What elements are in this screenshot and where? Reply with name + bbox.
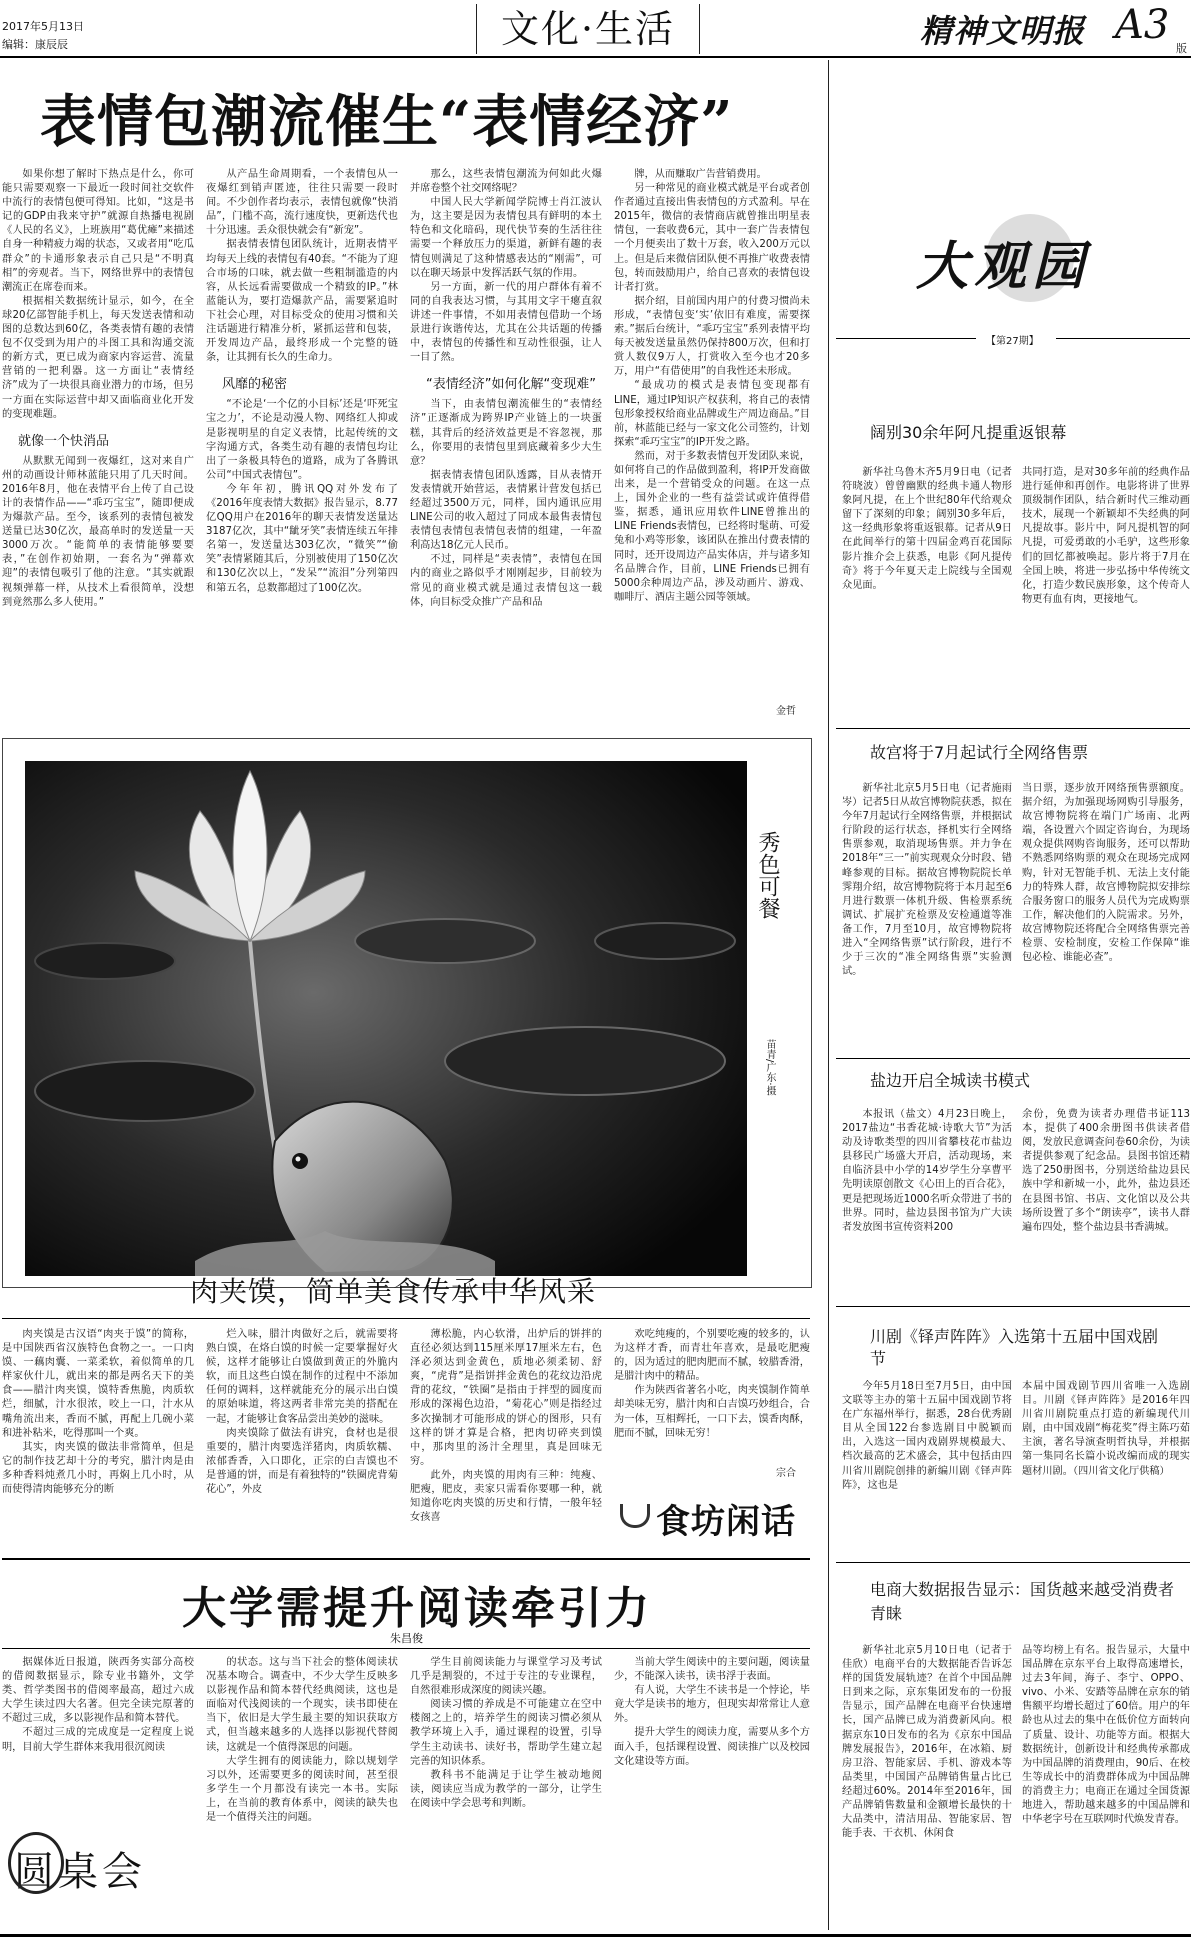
- photo-caption: 秀色可餐: [755, 831, 780, 919]
- roujiamo-paragraph: 肉夹馍除了做法有讲究，食材也是很重要的，腊汁肉要选洋猪肉，肉质软糯、浓郁香香，入口即化，正宗的白吉馍也不是普通的饼，而是有着独特的“铁圈虎背菊花心”，外皮: [206, 1427, 398, 1496]
- food-column-logo: [616, 1488, 806, 1544]
- sidebar-headline: 盐边开启全城读书模式: [870, 1071, 1031, 1090]
- sidebar-paragraph: 品等均榜上有名。报告显示，大量中国品牌在京东平台上取得高速增长，过去3年间，海子、李宁、OPPO、vivo、小米、安踏等品牌在京东的销售额平均增长超过了60倍。用户的年龄也从过去的集中在低价位方面转向了质量、设计、功能等方面。根据大数据统计，创新设计和经典传承都成为中国品牌的消费理由，90后、在校生等成长中的消费群体成为中国品牌的消费主力；电商正在通过全国货源地进入，帮助越来越多的中国品牌和中华老字号在互联网时代焕发青春。: [1022, 1645, 1190, 1826]
- sidebar-paragraph: 新华社北京5月10日电（记者于佳欣）电商平台的大数据能否告诉怎样的国货发展轨迹？在首个中国品牌日到来之际，京东集团发布的一份报告显示，国产品牌在电商平台快速增长，国产品牌已成为消费新风向。根据京东10日发布的名为《京东中国品牌发展报告》，2016年，在冰箱、厨房卫浴、智能家居、手机、游戏本等品类里，中国国产品牌销售量占比已经超过60%。2014年至2016年，国产品牌销售数量和金额增长最快的十大品类中，清洁用品、智能家居、智能手表、干衣机、休闲食: [842, 1645, 1012, 1840]
- reading-column-4: [614, 1656, 810, 1928]
- lead-subhead: 风靡的秘密: [222, 377, 288, 393]
- reading-paragraph: 不超过三成的完成度是一定程度上说明，目前大学生群体来我用很沉阅读: [2, 1727, 194, 1753]
- lead-paragraph: 中国人民大学新闻学院博士肖江波认为，这主要是因为表情包具有鲜明的本土特色和文化暗码，现代快节奏的生活往往需要一个释放压力的渠道，新鲜有趣的表情包则满足了这种情感表达的“刚需”，可以在聊天场景中发挥活跃气氛的作用。: [410, 197, 602, 279]
- sidebar-rule: [836, 1562, 1190, 1563]
- reading-paragraph: 据媒体近日报道，陕西务实部分高校的借阅数据显示，除专业书籍外，文学类、哲学类图书的借阅率最高，超过六成大学生读过四大名著。但完全读完原著的不超过三成，多以影视作品和简本替代。: [2, 1657, 194, 1725]
- reading-paragraph: 当前大学生阅读中的主要问题，阅读量少，不能深入读书，读书浮于表面。: [614, 1657, 810, 1683]
- sidebar-paragraph: 共同打造，是对30多年前的经典作品进行延伸和再创作。电影将讲了世界顶级制作团队，结合新时代三维动画技术，展现一个新颖却不失经典的阿凡提故事。影片中，阿凡提机智的阿凡提，可爱勇敢的小毛驴，这些形象们的回忆都被唤起。影片将于7月在全国上映，将进一步弘扬中华传统文化，打造少数民族形象，这个传奇人物更有血有肉，更接地气。: [1022, 467, 1190, 605]
- sidebar-paragraph: 今年5月18日至7月5日，由中国文联等主办的第十五届中国戏剧节将在广东福州举行，据悉，28台优秀剧目从全国122台参选剧目中脱颖而出，入选这一国内戏剧界规模最大、档次最高的艺术盛会，其中包括由四川省川剧院创排的新编川剧《铎声阵阵》，这也是: [842, 1381, 1012, 1491]
- lead-paragraph: 据表情表情包团队统计，近期表情平均每天上线的表情包有40套。“不能为了迎合市场的口味，就去做一些粗制滥造的内容，从长远看需要做成一个精致的IP。”林蓝能认为，要打造爆款产品，需要紧追时下社会心理，对目标受众的使用习惯和关注话题进行精准分析，紧抓运营和包装，开发周边产品，最终形成一个完整的链条，让其拥有长久的生命力。: [206, 239, 398, 364]
- editor-credit: 编辑：康辰辰: [2, 38, 68, 51]
- reading-rule: [2, 1648, 810, 1649]
- lead-paragraph: 当下，由表情包潮流催生的“表情经济”正逐渐成为跨界IP产业链上的一块蛋糕，其背后的经济效益更是不容忽视，那么，你要用的表情包里到底藏着多少大生意？: [410, 399, 602, 467]
- sidebar-paragraph: 当日票，逐步放开网络预售票额度。据介绍，为加强现场网购引导服务，故宫博物院将在端门广场南、北两端，各设置六个固定咨询台，为现场观众提供网购咨询服务，还可以帮助不熟悉网络购票的观众在现场完成网购，针对无智能手机、无法上支付能力的特殊人群，故宫博物院拟安排综合服务窗口的服务人员代为完成购票工作，解决他们的入院需求。另外，故宫博物院还将配合全网络售票完善检票、安检制度，安检工作保障“谁包必检、谁能必查”。: [1022, 783, 1190, 964]
- reading-column-2: [206, 1656, 398, 1928]
- sidebar-column: [1022, 1108, 1190, 1300]
- lead-paragraph: “最成功的模式是表情包变现都有LINE，通过IP知识产权获利，将自己的表情包形象授权给商业品牌或生产周边商品。”目前，林蓝能已经与一家文化公司签约，计划探索“乖巧宝宝”的IP开发之路。: [614, 380, 810, 448]
- sidebar-logo-rule-right: [1056, 338, 1190, 339]
- sidebar-paragraph: 本报讯（盐文）4月23日晚上，2017盐边“书香花城·诗歌大节”为活动及诗歌类型的四川省攀枝花市盐边县移民广场盛大开启，活动现场，来自临济县中小学的14岁学生分享曹平先明读原创散文《心田上的百合花》，更是把现场近1000名听众带进了书的世界。同时，盐边县图书馆为广大读者发放图书宣传资料200: [842, 1109, 1012, 1233]
- sidebar-issue: 【第27期】: [986, 336, 1039, 347]
- lead-column-1: [2, 168, 194, 730]
- roujiamo-headline: 肉夹馍，简单美食传承中华风采: [190, 1275, 597, 1308]
- reading-paragraph: 的状态。这与当下社会的整体阅读状况基本吻合。调查中，不少大学生反映多以影视作品和简本替代经典阅读，这也是面临对代浅阅读的一个现实，读书即使在当下，依旧是大学生最主要的知识获取方式，但当越来越多的人选择以影视代替阅读，这就是一个值得深思的问题。: [206, 1657, 398, 1753]
- reading-headline: 大学需提升阅读牵引力: [182, 1583, 652, 1634]
- page-number: A3: [1115, 2, 1170, 48]
- reading-author: 朱昌俊: [390, 1632, 423, 1645]
- reading-paragraph: 教科书不能满足于让学生被动地阅读，阅读应当成为教学的一部分，让学生在阅读中学会思考和判断。: [410, 1769, 602, 1809]
- reading-column-3: [410, 1656, 602, 1928]
- lead-headline: 表情包潮流催生“表情经济”: [40, 89, 734, 155]
- photo-box: [2, 738, 812, 1288]
- lead-paragraph: 另一种常见的商业模式就是平台或者创作者通过直接出售表情包的方式盈利。早在2015年，微信的表情商店就曾推出明星表情包，一套收费6元，其中一套广告表情包一个月便卖出了数十万套，收入200万元以上。但是后来微信团队便不再推广收费表情包，转而鼓励用户，给自己喜欢的表情包设计者打赏。: [614, 183, 810, 293]
- page-suffix: 版: [1176, 42, 1187, 55]
- sidebar-headline: 故宫将于7月起试行全网络售票: [870, 743, 1089, 762]
- lotus-fish-photo: [25, 761, 747, 1301]
- photo-credit: 苗青/广东·摄: [764, 1039, 775, 1096]
- sidebar-headline: 电商大数据报告显示：国货越来越受消费者青睐: [870, 1580, 1175, 1623]
- steam-bowl-icon: [620, 1504, 650, 1528]
- lead-paragraph: 从产品生命周期看，一个表情包从一夜爆红到销声匿迹，往往只需要一段时间。不少创作者均表示，表情包就像“快消品”，门槛不高，流行速度快，更新迭代也十分迅速。丢众很快就会有“新宠”。: [206, 169, 398, 237]
- paper-name: 精神文明报: [920, 12, 1086, 50]
- lead-paragraph: 如果你想了解时下热点是什么，你可能只需要观察一下最近一段时间社交软件中流行的表情包便可得知。比如，“这是书记的GDP由我来守护”就源自热播电视剧《人民的名义》，上班族用“葛优瘫”来描述自身一种精疲力竭的状态，又或者用“吃瓜群众”的卡通形象表示自己只是“不明真相”的旁观者。当下，网络世界中的表情包潮流正在席卷而来。: [2, 169, 194, 293]
- sidebar-headline: 阔别30余年阿凡提重返银幕: [870, 423, 1067, 442]
- page-bottom-rule: [0, 1934, 1191, 1937]
- lead-paragraph: 不过，同样是“卖表情”，表情包在国内的商业之路似乎才刚刚起步，目前较为常见的商业模式就是通过表情包这一载体，向目标受众推广产品和品: [410, 554, 602, 608]
- reading-paragraph: 提升大学生的阅读力度，需要从多个方面入手，包括课程设置、阅读推广以及校园文化建设等方面。: [614, 1727, 810, 1767]
- lead-column-4: [614, 168, 810, 716]
- reading-paragraph: 有人说，大学生不读书是一个悖论，毕竟大学是读书的地方，但现实却常常让人意外。: [614, 1685, 810, 1725]
- lead-paragraph: 那么，这些表情包潮流为何如此火爆并席卷整个社交网络呢？: [410, 169, 602, 195]
- roujiamo-byline: 宗合: [776, 1468, 796, 1479]
- lead-column-2: [206, 168, 398, 730]
- sidebar-rule: [836, 1306, 1190, 1307]
- roujiamo-rule: [2, 1318, 810, 1319]
- sidebar-column: [1022, 782, 1190, 1052]
- page-column-divider: [828, 60, 829, 1930]
- lead-paragraph: “不论是‘一个亿的小目标’还是‘吓死宝宝之力’，不论是动漫人物、网络红人抑或是影视明星的自定义表情，比起传统的文字沟通方式，各类生动有趣的表情包均让出了一条极具特色的道路，成为了各腾讯公司“中国式表情包”。: [206, 399, 398, 481]
- roujiamo-column-3: [410, 1328, 602, 1548]
- sidebar-column: [1022, 1644, 1190, 1928]
- lead-subhead: “表情经济”如何化解“变现难”: [426, 377, 596, 393]
- roujiamo-paragraph: 欢吃纯瘦的，个别要吃瘦的较多的，认为这样才香，而青壮年喜欢，是最吃肥瘦的，因为适过的肥肉肥而不腻，较腊香滑，是腊汁肉中的精品。: [614, 1329, 810, 1383]
- roujiamo-column-2: [206, 1328, 398, 1548]
- lead-paragraph: 据表情表情包团队透露，目从表情开发表情就开始营运，表情累计营发包括已经超过3500万元，同样，国内通讯应用LINE公司的收入超过了同成本最售表情包表情包表情包表情包表情的组建，一年盈利高达18亿元人民币。: [410, 469, 602, 552]
- lead-paragraph: 然而，对于多数表情包开发团队来说，如何将自己的作品做到盈利，将IP开发商做出来，是一个营销受众的问题。在这一点上，国外企业的一些有益尝试或许值得借鉴，据悉，通讯应用软件LINE曾推出的LINE Friends表情包，已经将时髦萌、可爱兔和小鸡等形象，该团队在推出付费表情的同时，还开设周边产品实体店，并与诸多知名品牌合作，目前，LINE Friends已拥有5000余种周边产品，涉及动画片、游戏、咖啡厅、酒店主题公园等领域。: [614, 450, 810, 603]
- roujiamo-paragraph: 肉夹馍是古汉语“肉夹于馍”的简称，是中国陕西省汉族特色食物之一。一口肉馍、一藕肉囊、一菜柔软，着似简单的几样家伙什儿，就出来的都是两名天下的美食——腊汁肉夹馍，馍特香焦脆，肉质软烂，细腻，汁水很浓，咬上一口，汁水从嘴角流出来，香而不腻，再配上几碗小菜和进补粘米，吃得那叫一个爽。: [2, 1329, 194, 1439]
- reading-column-1: [2, 1656, 194, 1816]
- reading-paragraph: 学生目前阅读能力与课堂学习及考试几乎是割裂的，不过于专注的专业课程，自然很难形成深度的阅读兴趣。: [410, 1657, 602, 1697]
- section-divider: [2, 1558, 810, 1560]
- issue-date: 2017年5月13日: [2, 20, 84, 33]
- masthead-rule: [0, 56, 1191, 58]
- roundtable-title: 圆桌会: [14, 1849, 146, 1895]
- sidebar-logo: 大观园: [916, 236, 1091, 297]
- lead-paragraph: 据介绍，目前国内用户的付费习惯尚未形成，“表情包变‘实’依旧有难度，需要探索。”据后台统计，“乖巧宝宝”系列表情平均每天被发送量虽然仍保持800万次，但和打赏人数仅9万人，打赏收入至今也才20多万，用户“有借使用”的自我性还未形成。: [614, 295, 810, 378]
- masthead: [0, 0, 1191, 60]
- sidebar-column: [842, 782, 1012, 1052]
- lead-column-3: [410, 168, 602, 730]
- roujiamo-column-1: [2, 1328, 194, 1548]
- sidebar-rule: [836, 1058, 1190, 1059]
- sidebar-rule: [836, 728, 1190, 729]
- lead-paragraph: 另一方面，新一代的用户群体有着不同的自我表达习惯，与其用文字干瘪直叙讲述一件事情，不如用表情包借助一个场景进行诙谐传达，尤其在公共话题的传播中，表情包的传播性和互动性很强，让人一目了然。: [410, 281, 602, 364]
- reading-paragraph: 阅读习惯的养成是不可能建立在空中楼阁之上的，培养学生的阅读习惯必须从教学环境上入手，通过课程的设置，引导学生主动读书、读好书，帮助学生建立起完善的知识体系。: [410, 1699, 602, 1767]
- lead-paragraph: 牌，从而赚取广告营销费用。: [634, 169, 767, 180]
- sidebar-column: [842, 466, 1012, 720]
- lead-paragraph: 根据相关数据统计显示，如今，在全球20亿部智能手机上，每天发送表情和动图的总数达到60亿，各类表情有趣的表情包不仅受到为用户的斗图工具和沟通交流的新方式，更已成为商家内容运营、流量营销的一把利器。这一方面让“表情经济”成为了一块很具商业潜力的市场，但另一方面在实际运营中却又面临商业化开发的变现难题。: [2, 295, 194, 420]
- roujiamo-column-4: [614, 1328, 810, 1478]
- food-column-title: 食坊闲话: [656, 1502, 796, 1542]
- roujiamo-paragraph: 烂入味，腊汁肉做好之后，就需要将熟白馍，在烙白馍的时候一定要掌握好火候，这样才能够让白馍做到黄正的外脆内软，而且这些白馍在制作的过程中不添加任何的调料，这样就能充分的展示出白馍的原始味道，将这两者非常完美的搭配在一起，才能够让食客品尝出美妙的滋味。: [206, 1329, 398, 1425]
- lead-subhead: 就像一个快消品: [18, 433, 110, 449]
- roundtable-ring: [8, 1832, 64, 1894]
- section-title: 文化·生活: [500, 7, 676, 51]
- sidebar-paragraph: 本届中国戏剧节四川省唯一入选剧目。川剧《铎声阵阵》是2016年四川省川剧院重点打造的新编现代川剧，由中国戏剧“梅花奖”得主陈巧茹主演，著名导演查明哲执导，并根据第一集同名长篇小说改编而成的现实题材川剧。（四川省文化厅供稿）: [1022, 1381, 1190, 1477]
- roujiamo-paragraph: 薄松脆，内心软滑，出炉后的饼拌的直径必须达到115厘米厚17厘米左右，色泽必须达到金黄色，质地必须柔韧、舒爽，“虎背”是指饼拌金黄色的花纹边沿虎背的花纹，“铁圈”是指由于拌型的圆度而形成的深褐色边沿，“菊花心”则是指经过多次操制才可能形成的饼心的图形，只有这样的饼才算是合格，把肉切碎夹到馍中，那肉里的汤汁全理里，真是回味无穷。: [410, 1329, 602, 1467]
- sidebar-paragraph: 余份，免费为读者办理借书证113本，提供了400余册图书供读者借阅，发放民意调查问卷60余份，为读者提供参观了纪念品。县图书馆还精选了250册图书，分别送给盐边县民族中学和新城一小，此外，盐边县还在县图书馆、书店、文化馆以及公共场所设置了多个“朗读亭”，读书人群遍布四处，整个盐边县书香满城。: [1022, 1109, 1190, 1233]
- lead-paragraph: 从默默无闻到一夜爆红，这对来自广州的动画设计师林蓝能只用了几天时间。2016年8月，他在表情平台上传了自己设计的表情作品——“乖巧宝宝”，随即便成为爆款产品。至今，该系列的表情包被发送量已达30亿次，最高单时的发送量一天3000万次。“能简单的表情能够要要表，”在创作初始期，一套名为“弹幕欢迎”的表情包吸引了他的注意。“其实就跟视频弹幕一样，从技术上看很简单，没想到竟然那么多人使用。”: [2, 455, 194, 608]
- sidebar-column: [842, 1380, 1012, 1560]
- sidebar-paragraph: 新华社乌鲁木齐5月9日电（记者符晓波）曾曾幽默的经典卡通人物形象阿凡提，在上个世纪80年代给观众留下了深刻的印象；阔别30多年后，这一经典形象将重返银幕。记者从9日在此间举行的第十四届金鸡百花国际影片推介会上获悉，电影《阿凡提传奇》将于今年夏天走上院线与全国观众见面。: [842, 467, 1012, 591]
- section-box: [476, 4, 700, 54]
- reading-paragraph: 大学生拥有的阅读能力，除以规划学习以外，还需要更多的阅读时间，甚至很多学生一个月都没有读完一本书。实际上，在当前的教育体系中，阅读的缺失也是一个值得关注的问题。: [206, 1755, 398, 1824]
- lead-byline: 金哲: [776, 706, 796, 717]
- roujiamo-paragraph: 其实，肉夹馍的做法非常简单，但是它的制作技艺却十分的考究，腊汁肉是由多种香料炖煮几小时，再焖上几小时，从而使得清肉能够充分的断: [2, 1441, 194, 1496]
- roujiamo-paragraph: 此外，肉夹馍的用肉有三种：纯瘦、肥瘦，肥皮，卖家只需看你要哪一种，就知道你吃肉夹馍的历史和行情，一般年轻女孩喜: [410, 1469, 602, 1524]
- sidebar-column: [842, 1108, 1012, 1300]
- roundtable-column-logo: [8, 1820, 194, 1920]
- sidebar-column: [842, 1644, 1012, 1928]
- sidebar-headline: 川剧《铎声阵阵》入选第十五届中国戏剧节: [870, 1327, 1159, 1368]
- sidebar-logo-rule: [836, 338, 976, 339]
- sidebar-logo-box: [836, 186, 1190, 356]
- roujiamo-paragraph: 作为陕西省著名小吃，肉夹馍制作简单却美味无穷，腊汁肉和白吉馍巧妙组合，合为一体，互相辉托，一口下去，馍香肉酥，肥而不腻，回味无穷！: [614, 1385, 810, 1439]
- sidebar-column: [1022, 1380, 1190, 1560]
- lead-paragraph: 今年年初，腾讯QQ对外发布了《2016年度表情大数据》报告显示，8.77亿QQ用户在2016年的聊天表情发送量达3187亿次，其中“龇牙笑”表情连续五年排名第一，发送量达303亿次，“微笑”“偷笑”表情紧随其后，分别被使用了150亿次和130亿次以上，“发呆”“流泪”分列第四和第五名，总数都超过了100亿次。: [206, 483, 398, 594]
- sidebar-paragraph: 新华社北京5月5日电（记者施雨岑）记者5日从故宫博物院获悉，拟在今年7月起试行全网络售票，并根据试行阶段的运行状态，择机实行全网络售票参观，取消现场售票。并力争在2018年“三一”前实现观众分时段、错峰参观的目标。据故宫博物院院长单霁翔介绍，故宫博物院将于本月起至6月进行数票一体机升级、售检票系统调试、扩展扩充检票及安检通道等准备工作，7月至10月，故宫博物院将进入“全网络售票”试行阶段，进行不少于三次的“准全网络售票”实验测试。: [842, 783, 1012, 978]
- sidebar-column: [1022, 466, 1190, 720]
